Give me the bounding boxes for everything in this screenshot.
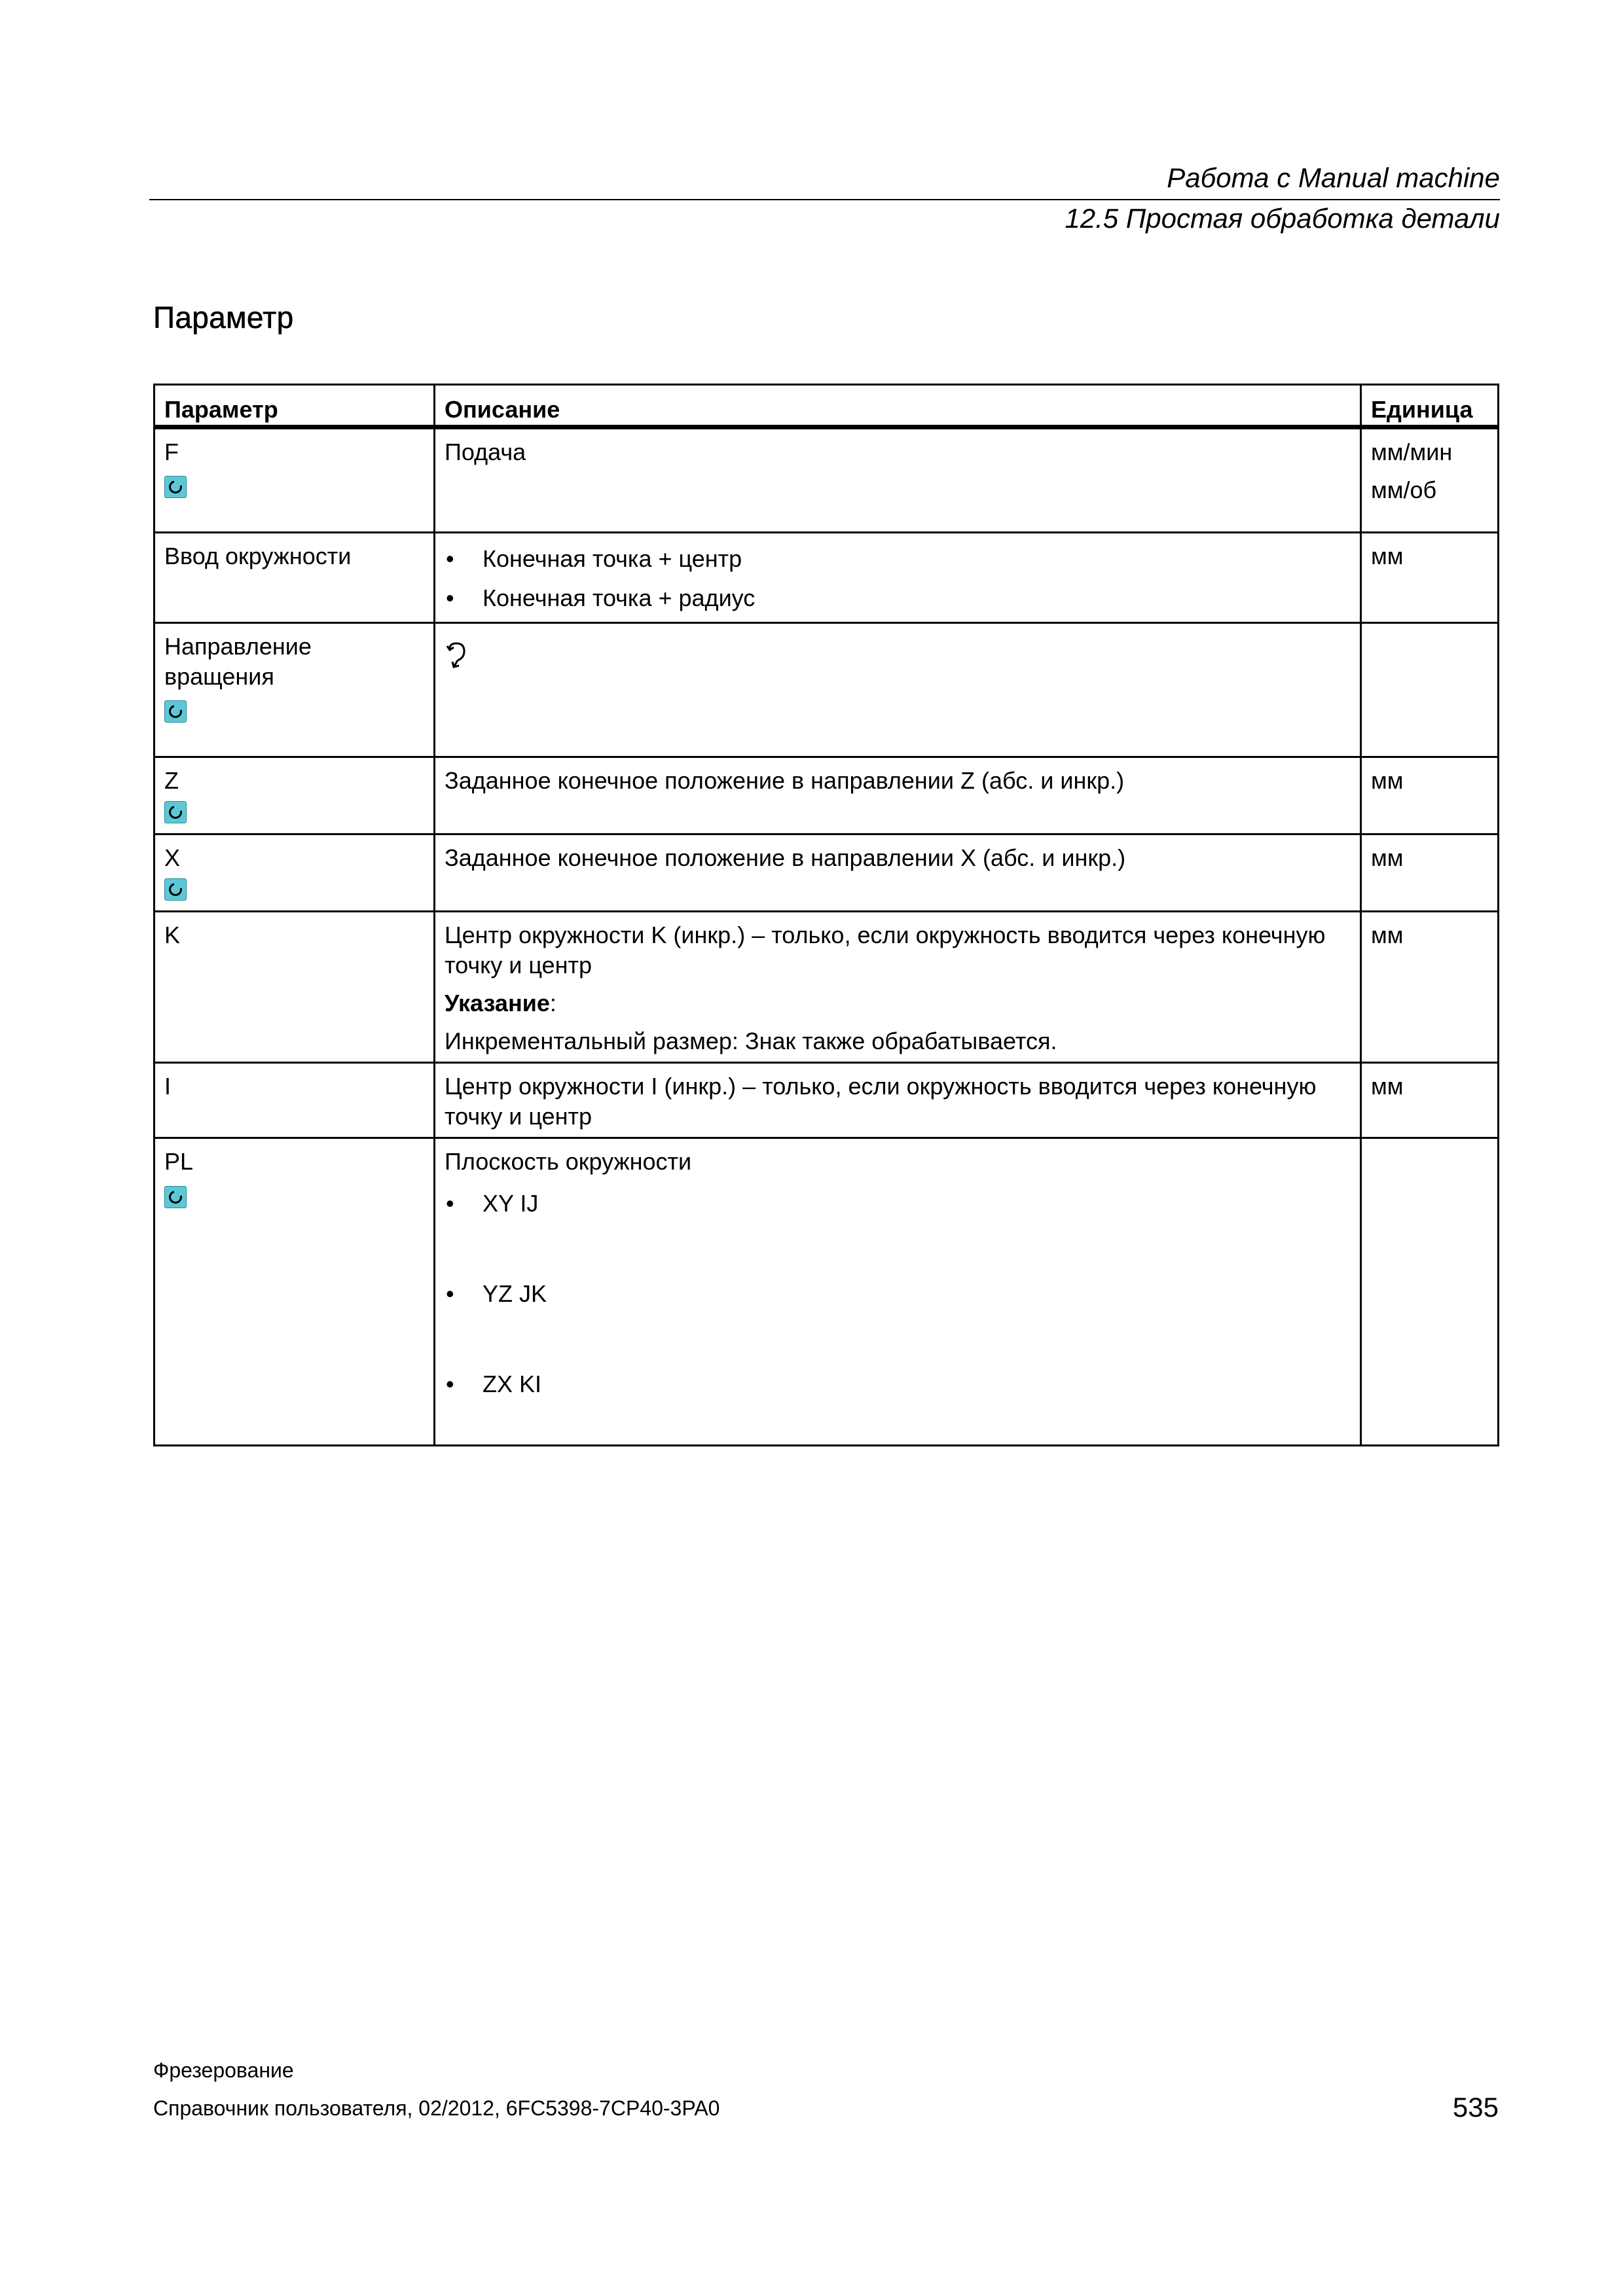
note-line (445, 988, 1351, 1018)
unit-value: мм/мин (1371, 439, 1453, 465)
desc-cell (435, 533, 1361, 623)
parameter-table (153, 384, 1499, 1446)
unit-cell: мм (1361, 834, 1499, 912)
unit-cell: мм (1361, 1063, 1499, 1138)
desc-cell: Подача (435, 427, 1361, 533)
param-name: X (164, 844, 181, 871)
desc-cell (435, 1138, 1361, 1446)
list-item: • Конечная точка + радиус (445, 583, 1351, 613)
header-divider (149, 199, 1500, 200)
note-colon: : (549, 990, 556, 1016)
plane-list (445, 1189, 1351, 1399)
desc-text: Плоскость окружности (445, 1148, 692, 1175)
column-header-unit: Единица (1361, 385, 1499, 427)
desc-cell: Заданное конечное положение в направлении X (абс. и инкр.) (435, 834, 1361, 912)
desc-cell (435, 623, 1361, 757)
table-row (155, 912, 1499, 1063)
table-row (155, 757, 1499, 834)
bullet-list (445, 544, 1351, 613)
header-section: 12.5 Простая обработка детали (1065, 203, 1500, 234)
table-row (155, 533, 1499, 623)
select-toggle-icon (164, 801, 187, 823)
param-cell: K (155, 912, 435, 1063)
rotation-direction-icon (445, 641, 471, 670)
desc-cell: Центр окружности I (инкр.) – только, если окружность вводится через конечную точку и центр (435, 1063, 1361, 1138)
footer-line-2: Справочник пользователя, 02/2012, 6FC5398-7CP40-3PA0 (153, 2096, 720, 2120)
note-label: Указание (445, 990, 550, 1016)
table-row (155, 1138, 1499, 1446)
param-cell (155, 757, 435, 834)
list-item: • XY IJ (445, 1189, 1351, 1219)
param-name: Z (164, 767, 179, 794)
select-toggle-icon (164, 476, 187, 498)
table-row (155, 834, 1499, 912)
list-item: • Конечная точка + центр (445, 544, 1351, 574)
unit-cell (1361, 1138, 1499, 1446)
param-name: F (164, 439, 179, 465)
column-header-param: Параметр (155, 385, 435, 427)
note-text: Инкрементальный размер: Знак также обрабатывается. (445, 1028, 1057, 1054)
section-heading: Параметр (153, 300, 294, 334)
param-cell (155, 834, 435, 912)
desc-text: Центр окружности K (инкр.) – только, если окружность вводится через конечную точку и центр (445, 922, 1326, 978)
select-toggle-icon (164, 1186, 187, 1208)
desc-cell (435, 912, 1361, 1063)
select-toggle-icon (164, 700, 187, 723)
param-cell (155, 1138, 435, 1446)
header-chapter: Работа с Manual machine (1167, 162, 1500, 193)
param-cell (155, 623, 435, 757)
list-item: • ZX KI (445, 1369, 1351, 1399)
unit-cell: мм (1361, 757, 1499, 834)
unit-cell: мм (1361, 533, 1499, 623)
param-cell: I (155, 1063, 435, 1138)
column-header-desc: Описание (435, 385, 1361, 427)
unit-cell (1361, 427, 1499, 533)
param-name: Направление вращения (164, 633, 312, 690)
unit-cell: мм (1361, 912, 1499, 1063)
page-number: 535 (1452, 2092, 1499, 2123)
param-cell (155, 427, 435, 533)
table-row (155, 427, 1499, 533)
param-name: PL (164, 1148, 194, 1175)
table-row (155, 623, 1499, 757)
unit-cell (1361, 623, 1499, 757)
select-toggle-icon (164, 878, 187, 901)
table-header-row (155, 385, 1499, 427)
footer-line-1: Фрезерование (153, 2058, 294, 2082)
param-cell: Ввод окружности (155, 533, 435, 623)
table-row (155, 1063, 1499, 1138)
desc-cell: Заданное конечное положение в направлении Z (абс. и инкр.) (435, 757, 1361, 834)
unit-value: мм/об (1371, 476, 1437, 503)
list-item: • YZ JK (445, 1279, 1351, 1309)
